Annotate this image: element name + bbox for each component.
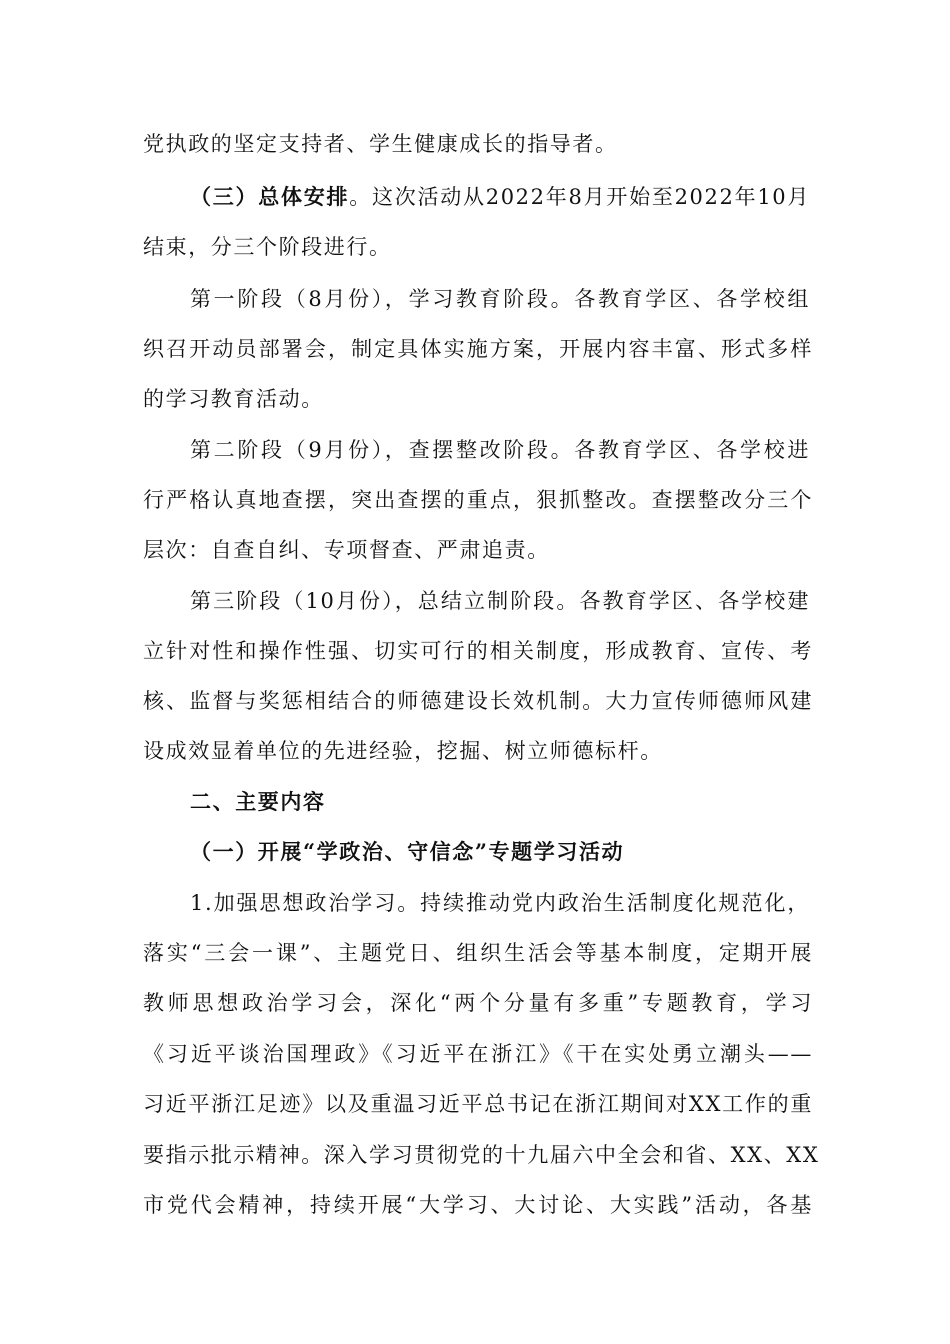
body-text-line: 落实“三会一课”、主题党日、组织生活会等基本制度，定期开展 — [143, 941, 813, 965]
body-text-line: 第三阶段（10月份），总结立制阶段。各教育学区、各学校建 — [190, 589, 810, 613]
body-text-line: 要指示批示精神。深入学习贯彻党的十九届六中全会和省、XX、XX — [143, 1143, 820, 1167]
body-text-line: 习近平浙江足迹》以及重温习近平总书记在浙江期间对XX工作的重 — [143, 1092, 813, 1116]
body-text-line: 的学习教育活动。 — [143, 387, 324, 411]
body-text-line: 核、监督与奖惩相结合的师德建设长效机制。大力宣传师德师风建 — [143, 689, 813, 713]
body-text-line: 行严格认真地查摆，突出查摆的重点，狠抓整改。查摆整改分三个 — [143, 488, 813, 512]
body-text-line: 织召开动员部署会，制定具体实施方案，开展内容丰富、形式多样 — [143, 337, 813, 361]
body-text-line: 《习近平谈治国理政》《习近平在浙江》《干在实处勇立潮头—— — [143, 1042, 813, 1066]
subsection-heading: （三）总体安排 — [190, 184, 350, 209]
section-heading: 二、主要内容 — [190, 789, 326, 814]
body-text-line: 党执政的坚定支持者、学生健康成长的指导者。 — [143, 132, 618, 156]
body-text-line: 第一阶段（8月份），学习教育阶段。各教育学区、各学校组 — [190, 287, 810, 311]
subsection-heading: （一）开展“学政治、守信念”专题学习活动 — [190, 839, 625, 864]
section-heading-line — [190, 182, 810, 212]
body-text-line: 1.加强思想政治学习。持续推动党内政治生活制度化规范化， — [190, 891, 810, 915]
body-text-line: 设成效显着单位的先进经验，挖掘、树立师德标杆。 — [143, 739, 663, 763]
body-text-line: 教师思想政治学习会，深化“两个分量有多重”专题教育，学习 — [143, 991, 813, 1015]
body-text: 。这次活动从2022年8月开始至2022年10月 — [349, 185, 810, 209]
body-text-line: 第二阶段（9月份），查摆整改阶段。各教育学区、各学校进 — [190, 438, 810, 462]
body-text-line: 结束，分三个阶段进行。 — [143, 235, 392, 259]
body-text-line: 层次：自查自纠、专项督查、严肃追责。 — [143, 538, 550, 562]
body-text-line: 立针对性和操作性强、切实可行的相关制度，形成教育、宣传、考 — [143, 639, 813, 663]
body-text-line: 市党代会精神，持续开展“大学习、大讨论、大实践”活动，各基 — [143, 1193, 813, 1217]
